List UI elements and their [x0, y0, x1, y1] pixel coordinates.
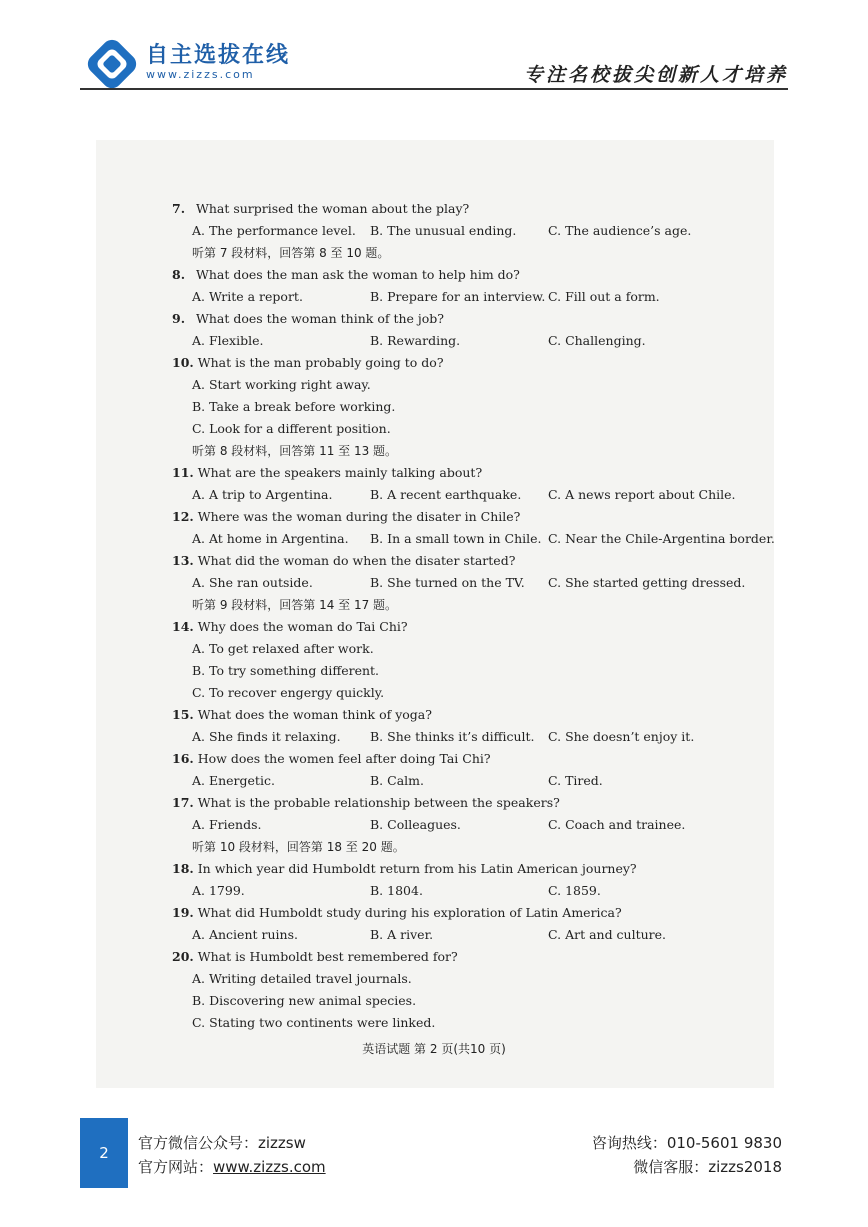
option-a: A. At home in Argentina. [192, 531, 349, 546]
question [170, 506, 760, 528]
option-b: B. 1804. [370, 883, 423, 898]
question [170, 902, 760, 924]
option-b: B. Prepare for an interview. [370, 289, 546, 304]
option-c: C. Challenging. [548, 333, 646, 348]
question-list [170, 198, 775, 1034]
option-line: B. To try something different. [192, 663, 380, 678]
question [170, 704, 760, 726]
question [170, 462, 760, 484]
options-row [170, 814, 760, 836]
option-a: A. Energetic. [192, 773, 275, 788]
exam-page-footer: 英语试题 第 2 页(共10 页) [362, 1042, 506, 1056]
question-number: 12. [172, 509, 194, 524]
option-line: B. Take a break before working. [192, 399, 396, 414]
options-row [170, 924, 760, 946]
question-number: 9. [172, 311, 186, 326]
wechat-service: 微信客服：zizzs2018 [633, 1158, 782, 1176]
option-c: C. Near the Chile-Argentina border. [548, 531, 775, 546]
options-row [170, 220, 760, 242]
options-row [170, 572, 760, 594]
question-text: Why does the woman do Tai Chi? [197, 619, 408, 634]
question-number: 19. [172, 905, 194, 920]
question-text: What did the woman do when the disater started? [197, 553, 516, 568]
option-line: C. Look for a different position. [192, 421, 391, 436]
question-number: 16. [172, 751, 194, 766]
options-row [170, 484, 760, 506]
question-number: 14. [172, 619, 194, 634]
option-line: B. Discovering new animal species. [192, 993, 417, 1008]
question-number: 8. [172, 267, 186, 282]
question-text: What surprised the woman about the play? [195, 201, 470, 216]
website-link[interactable]: www.zizzs.com [213, 1158, 326, 1176]
options-row [170, 880, 760, 902]
option-c: C. Fill out a form. [548, 289, 660, 304]
question-text: What did Humboldt study during his exploration of Latin America? [197, 905, 622, 920]
question [170, 264, 760, 286]
question-number: 17. [172, 795, 194, 810]
options-row [170, 330, 760, 352]
option-line: A. Start working right away. [192, 377, 371, 392]
options-row [170, 286, 760, 308]
question-number: 11. [172, 465, 194, 480]
question [170, 198, 760, 220]
question-text: What are the speakers mainly talking about? [197, 465, 483, 480]
question-number: 13. [172, 553, 194, 568]
question [170, 616, 760, 638]
question [170, 792, 760, 814]
option-b: B. Calm. [370, 773, 424, 788]
logo-text [146, 44, 290, 82]
options-row [170, 726, 760, 748]
section-instruction: 听第 9 段材料，回答第 14 至 17 题。 [192, 598, 398, 612]
question-text: What does the man ask the woman to help him do? [195, 267, 520, 282]
logo-title: 自主选拔在线 [146, 43, 291, 68]
option-b: B. Colleagues. [370, 817, 461, 832]
option-c: C. The audience’s age. [548, 223, 692, 238]
question-text: Where was the woman during the disater in Chile? [197, 509, 521, 524]
question [170, 748, 760, 770]
option-line: A. Writing detailed travel journals. [192, 971, 412, 986]
website [138, 1156, 326, 1177]
option-b: B. She turned on the TV. [370, 575, 525, 590]
wechat-official: 官方微信公众号：zizzsw [138, 1134, 306, 1152]
option-a: A. Friends. [192, 817, 262, 832]
page-number: 2 [80, 1118, 128, 1188]
option-line: C. Stating two continents were linked. [192, 1015, 436, 1030]
option-a: A. She ran outside. [192, 575, 313, 590]
question-text: In which year did Humboldt return from his Latin American journey? [197, 861, 637, 876]
question-text: How does the women feel after doing Tai Chi? [197, 751, 491, 766]
option-b: B. She thinks it’s difficult. [370, 729, 535, 744]
option-line: A. To get relaxed after work. [192, 641, 374, 656]
header-divider [80, 88, 788, 90]
option-line: C. To recover engergy quickly. [192, 685, 385, 700]
question-text: What is the man probably going to do? [197, 355, 444, 370]
option-a: A. A trip to Argentina. [192, 487, 333, 502]
option-b: B. A recent earthquake. [370, 487, 522, 502]
slogan: 专注名校拔尖创新人才培养 [523, 64, 788, 86]
option-b: B. In a small town in Chile. [370, 531, 542, 546]
option-c: C. She doesn’t enjoy it. [548, 729, 695, 744]
question-number: 20. [172, 949, 194, 964]
logo-url: www.zizzs.com [146, 68, 255, 81]
option-c: C. Coach and trainee. [548, 817, 686, 832]
question-text: What does the woman think of yoga? [197, 707, 432, 722]
option-c: C. Tired. [548, 773, 603, 788]
option-b: B. The unusual ending. [370, 223, 517, 238]
question [170, 352, 760, 374]
question-text: What is Humboldt best remembered for? [197, 949, 458, 964]
section-instruction: 听第 7 段材料，回答第 8 至 10 题。 [192, 246, 390, 260]
option-a: A. Flexible. [192, 333, 264, 348]
question-number: 7. [172, 201, 186, 216]
question [170, 550, 760, 572]
question [170, 308, 760, 330]
question-number: 18. [172, 861, 194, 876]
option-a: A. 1799. [192, 883, 245, 898]
option-a: A. The performance level. [192, 223, 356, 238]
section-instruction: 听第 8 段材料，回答第 11 至 13 题。 [192, 444, 398, 458]
website-label: 官方网站： [138, 1158, 214, 1176]
option-a: A. She finds it relaxing. [192, 729, 341, 744]
question-text: What is the probable relationship between the speakers? [197, 795, 560, 810]
option-b: B. Rewarding. [370, 333, 461, 348]
hotline: 咨询热线：010-5601 9830 [591, 1134, 782, 1152]
section-instruction: 听第 10 段材料，回答第 18 至 20 题。 [192, 840, 405, 854]
option-c: C. Art and culture. [548, 927, 667, 942]
logo-icon [86, 38, 138, 90]
options-row [170, 528, 775, 550]
options-row [170, 770, 760, 792]
option-c: C. A news report about Chile. [548, 487, 736, 502]
option-b: B. A river. [370, 927, 434, 942]
option-a: A. Write a report. [192, 289, 303, 304]
option-c: C. 1859. [548, 883, 601, 898]
question [170, 946, 760, 968]
question-number: 10. [172, 355, 194, 370]
question-number: 15. [172, 707, 194, 722]
option-a: A. Ancient ruins. [192, 927, 298, 942]
question-text: What does the woman think of the job? [195, 311, 444, 326]
question [170, 858, 760, 880]
option-c: C. She started getting dressed. [548, 575, 746, 590]
